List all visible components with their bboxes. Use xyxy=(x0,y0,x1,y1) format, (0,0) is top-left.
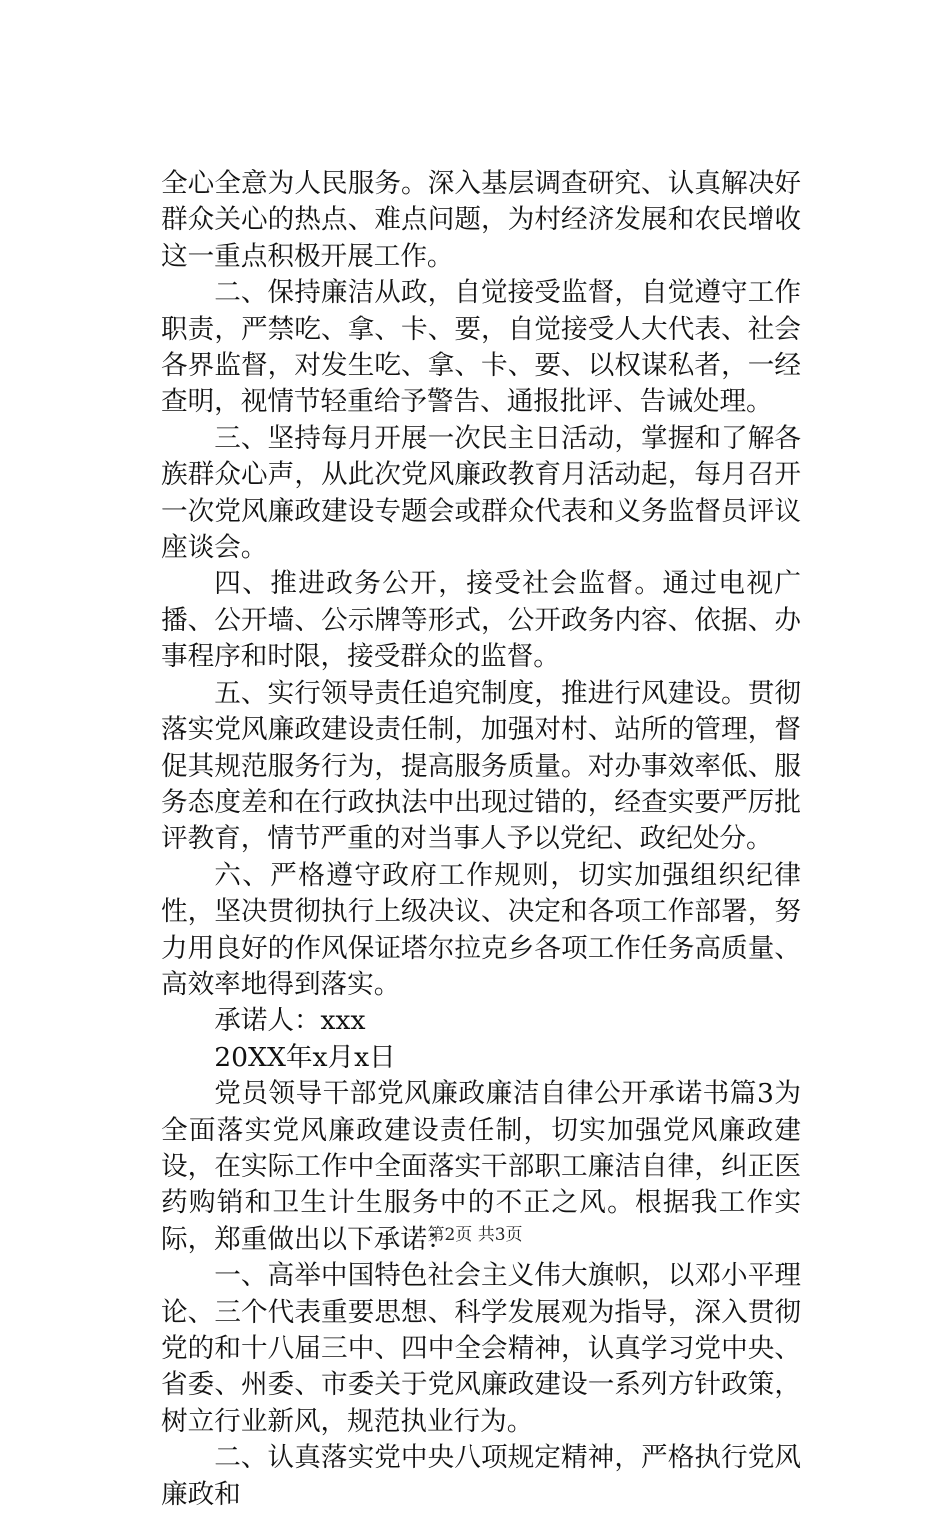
paragraph-continuation: 全心全意为人民服务。深入基层调查研究、认真解决好群众关心的热点、难点问题，为村经济发展和农民增收这一重点积极开展工作。 xyxy=(161,168,801,272)
page-number: 第2页 共3页 xyxy=(427,1225,523,1245)
document-body xyxy=(161,166,801,1513)
paragraph-item-2: 二、保持廉洁从政，自觉接受监督，自觉遵守工作职责，严禁吃、拿、卡、要，自觉接受人大代表、社会各界监督，对发生吃、拿、卡、要、以权谋私者，一经查明，视情节轻重给予警告、通报批评、告诫处理。 xyxy=(161,277,801,418)
section-3-intro: 党员领导干部党风廉政廉洁自律公开承诺书篇3为全面落实党风廉政建设责任制，切实加强党风廉政建设，在实际工作中全面落实干部职工廉洁自律，纠正医药购销和卫生计生服务中的不正之风。根据我工作实际，郑重做出以下承诺： xyxy=(161,1078,801,1255)
paragraph-item-4: 四、推进政务公开，接受社会监督。通过电视广播、公开墙、公示牌等形式，公开政务内容、依据、办事程序和时限，接受群众的监督。 xyxy=(161,568,801,673)
date-line: 20XX年x月x日 xyxy=(214,1041,396,1073)
section-3-item-1: 一、高举中国特色社会主义伟大旗帜，以邓小平理论、三个代表重要思想、科学发展观为指导，深入贯彻党的和十八届三中、四中全会精神，认真学习党中央、省委、州委、市委关于党风廉政建设一系列方针政策，树立行业新风，规范执业行为。 xyxy=(161,1260,801,1437)
paragraph-item-3: 三、坚持每月开展一次民主日活动，掌握和了解各族群众心声，从此次党风廉政教育月活动起，每月召开一次党风廉政建设专题会或群众代表和义务监督员评议座谈会。 xyxy=(161,422,801,564)
paragraph-item-5: 五、实行领导责任追究制度，推进行风建设。贯彻落实党风廉政建设责任制，加强对村、站所的管理，督促其规范服务行为，提高服务质量。对办事效率低、服务态度差和在行政执法中出现过错的，经查实要严厉批评教育，情节严重的对当事人予以党纪、政纪处分。 xyxy=(161,677,801,855)
signatory-line: 承诺人：xxx xyxy=(214,1005,366,1037)
page-footer xyxy=(0,1224,950,1246)
section-3-item-2: 二、认真落实党中央八项规定精神，严格执行党风廉政和 xyxy=(161,1442,801,1510)
paragraph-item-6: 六、严格遵守政府工作规则，切实加强组织纪律性，坚决贯彻执行上级决议、决定和各项工作部署，努力用良好的作风保证塔尔拉克乡各项工作任务高质量、高效率地得到落实。 xyxy=(161,859,801,1000)
